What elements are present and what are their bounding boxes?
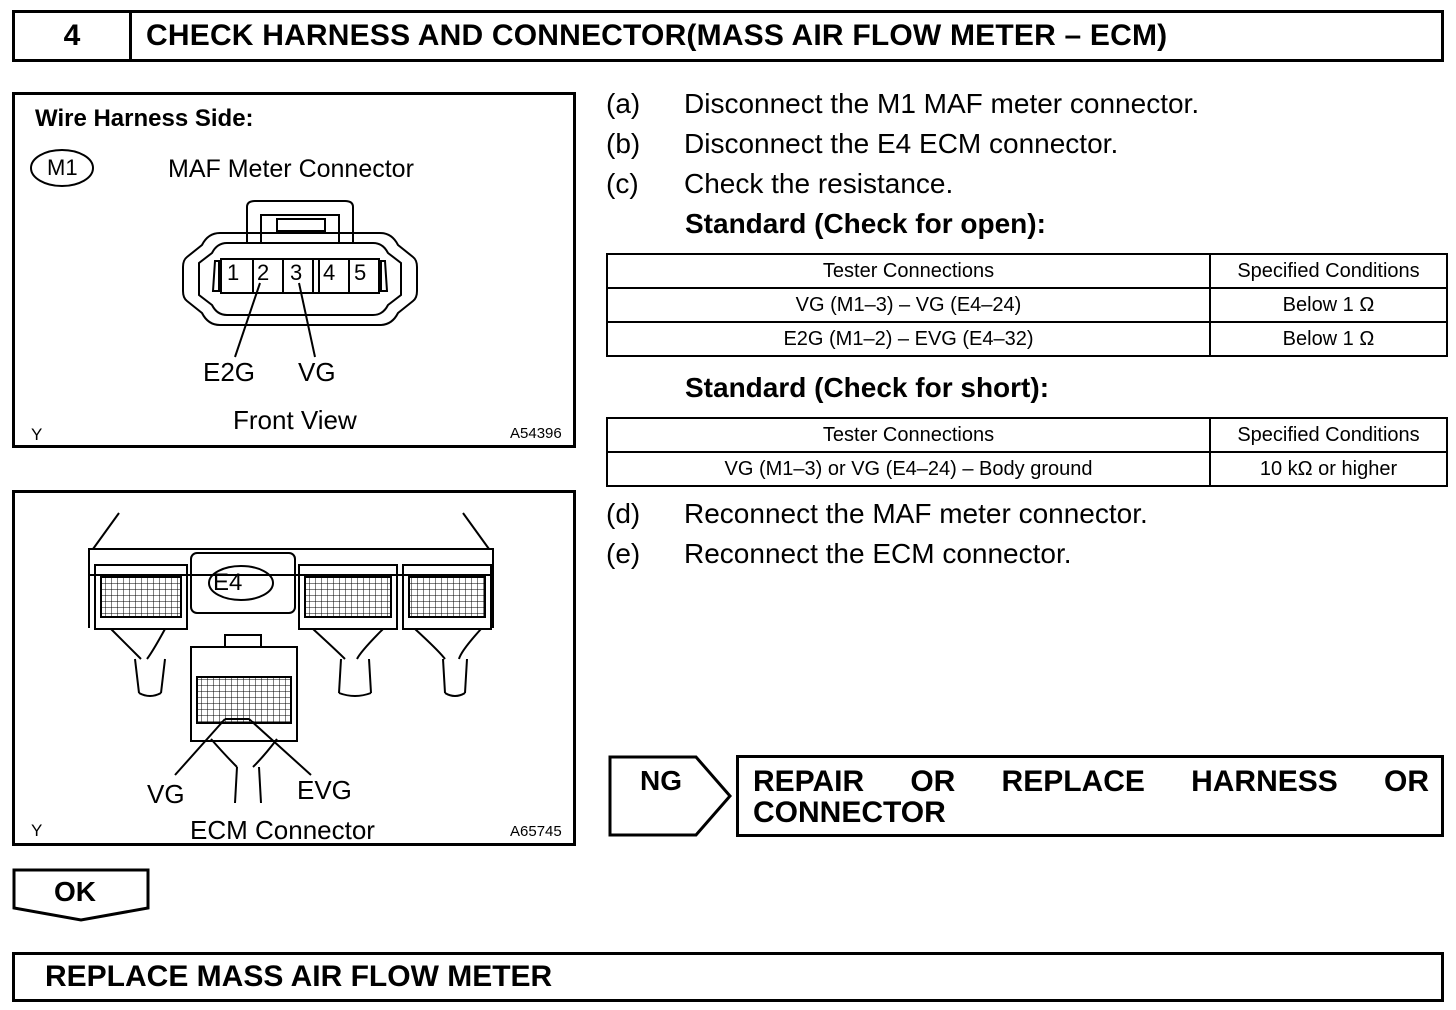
ng-result-word: HARNESS (1191, 765, 1338, 798)
ng-result-word: REPLACE (1001, 765, 1145, 798)
table-header-cell: Tester Connections (607, 418, 1210, 452)
ng-indicator (608, 755, 733, 835)
standard-open-heading: Standard (Check for open): (685, 208, 1046, 239)
maf-connector-name: MAF Meter Connector (168, 155, 414, 183)
maf-connector-figure (12, 92, 576, 448)
standard-short-table (606, 417, 1448, 487)
step-letter: (b) (606, 128, 641, 159)
ecm-vg-label: VG (147, 779, 185, 809)
table-header-cell: Specified Conditions (1210, 254, 1447, 288)
wire-harness-side-label: Wire Harness Side: (35, 105, 254, 132)
ng-result-line2: CONNECTOR (753, 796, 946, 829)
vg-label: VG (298, 357, 336, 387)
e2g-leader (235, 283, 260, 357)
pin-5: 5 (354, 260, 367, 285)
step-title: CHECK HARNESS AND CONNECTOR(MASS AIR FLOW METER – ECM) (146, 19, 1168, 52)
ok-indicator (12, 868, 150, 920)
figure-corner-mark: Y (31, 425, 43, 444)
ok-label: OK (54, 876, 96, 907)
front-view-caption: Front View (233, 405, 357, 435)
figure-corner-mark: Y (31, 821, 43, 840)
ecm-connector-drawing (15, 493, 573, 843)
table-cell: E2G (M1–2) – EVG (E4–32) (607, 322, 1210, 356)
step-text: Reconnect the ECM connector. (684, 538, 1072, 569)
pin-2: 2 (257, 260, 270, 285)
step-text: Check the resistance. (684, 168, 954, 199)
pin-4: 4 (323, 260, 336, 285)
ecm-evg-leader (249, 719, 311, 775)
table-cell: Below 1 Ω (1210, 322, 1447, 356)
step-text: Disconnect the E4 ECM connector. (684, 128, 1119, 159)
ecm-connector-caption: ECM Connector (190, 815, 375, 845)
table-row (607, 322, 1447, 356)
final-action-box (12, 952, 1444, 1002)
table-cell: VG (M1–3) or VG (E4–24) – Body ground (607, 452, 1210, 486)
table-row (607, 288, 1447, 322)
table-cell: 10 kΩ or higher (1210, 452, 1447, 486)
step-letter: (c) (606, 168, 639, 199)
table-row (607, 452, 1447, 486)
ng-result-word: OR (910, 765, 956, 798)
step-header (12, 10, 1444, 62)
ng-result-line1 (753, 766, 1429, 797)
table-header-cell: Specified Conditions (1210, 418, 1447, 452)
step-letter: (a) (606, 88, 641, 119)
standard-open-table (606, 253, 1448, 357)
table-header-cell: Tester Connections (607, 254, 1210, 288)
table-cell: VG (M1–3) – VG (E4–24) (607, 288, 1210, 322)
ng-result-word: OR (1384, 765, 1429, 798)
step-text: Reconnect the MAF meter connector. (684, 498, 1148, 529)
table-header-row (607, 418, 1447, 452)
step-number: 4 (15, 13, 132, 59)
final-action-text: REPLACE MASS AIR FLOW METER (45, 960, 553, 993)
ng-result-box (736, 755, 1444, 837)
ecm-evg-label: EVG (297, 775, 352, 805)
figure-code: A54396 (510, 425, 562, 442)
pin-1: 1 (227, 260, 240, 285)
ng-label: NG (640, 765, 682, 796)
figure-code: A65745 (510, 823, 562, 840)
e2g-label: E2G (203, 357, 256, 387)
pin-3: 3 (290, 260, 303, 285)
table-header-row (607, 254, 1447, 288)
step-letter: (d) (606, 498, 641, 529)
step-text: Disconnect the M1 MAF meter connector. (684, 88, 1200, 119)
connector-id-m1: M1 (47, 155, 78, 180)
ecm-connector-figure (12, 490, 576, 846)
table-cell: Below 1 Ω (1210, 288, 1447, 322)
ng-result-word: REPAIR (753, 765, 865, 798)
standard-short-heading: Standard (Check for short): (685, 372, 1050, 403)
vg-leader (299, 283, 315, 357)
connector-id-e4: E4 (213, 569, 243, 596)
step-letter: (e) (606, 538, 641, 569)
